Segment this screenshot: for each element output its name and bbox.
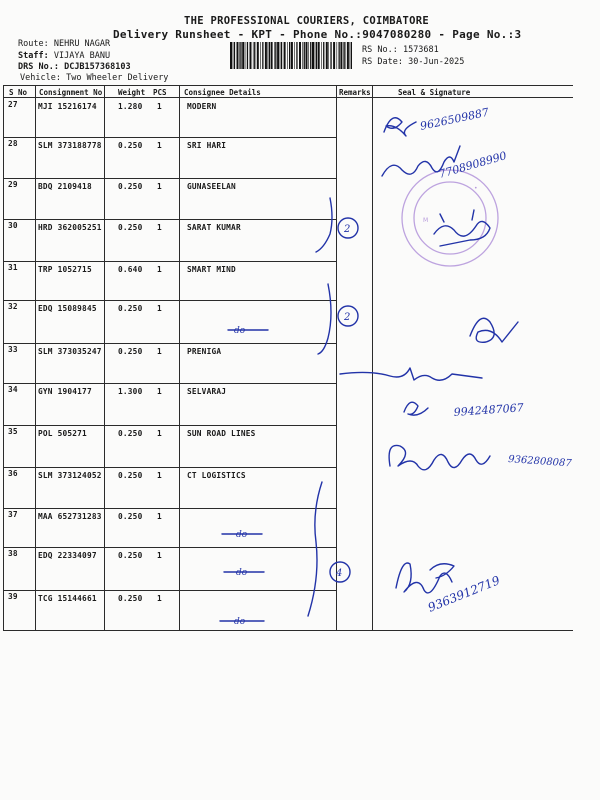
rs-no-label: RS No.:	[362, 45, 398, 55]
cell-consignee: GUNASEELAN	[187, 182, 236, 191]
cell-consignee: SARAT KUMAR	[187, 223, 241, 232]
cell-consignment-no: POL 505271	[38, 429, 87, 438]
cell-consignment-no: BDQ 2109418	[38, 182, 92, 191]
route-value: NEHRU NAGAR	[53, 39, 111, 49]
col-header-pcs: PCS	[153, 88, 167, 97]
cell-weight: 0.250	[118, 471, 143, 480]
col-header-consignee: Consignee Details	[184, 88, 261, 97]
cell-weight: 0.250	[118, 304, 143, 313]
cell-consignment-no: SLM 373124052	[38, 471, 102, 480]
cell-sno: 30	[8, 221, 18, 230]
cell-pcs: 1	[157, 551, 162, 560]
cell-consignee: SRI HARI	[187, 141, 227, 150]
cell-consignment-no: EDQ 22334097	[38, 551, 97, 560]
cell-weight: 0.250	[118, 429, 143, 438]
signature-row-38	[396, 563, 502, 615]
cell-consignment-no: SLM 373035247	[38, 347, 102, 356]
drs-value: DCJB157368103	[64, 62, 131, 72]
cell-pcs: 1	[157, 102, 162, 111]
remarks-bracket-3	[220, 482, 350, 627]
rs-date-label: RS Date:	[362, 57, 403, 67]
cell-consignee: SMART MIND	[187, 265, 236, 274]
col-header-weight: Weight	[118, 88, 146, 97]
cell-weight: 0.250	[118, 551, 143, 560]
cell-pcs: 1	[157, 265, 162, 274]
rs-date-value: 30-Jun-2025	[408, 57, 465, 67]
cell-weight: 1.300	[118, 387, 143, 396]
ditto-37: do	[236, 530, 248, 540]
cell-consignment-no: MAA 652731283	[38, 512, 102, 521]
remark-group-2: 2	[344, 312, 351, 323]
vehicle-label: Vehicle:	[20, 73, 61, 83]
cell-sno: 27	[8, 100, 18, 109]
signature-row-27	[384, 106, 490, 136]
cell-sno: 31	[8, 263, 18, 272]
cell-consignee: PRENIGA	[187, 347, 222, 356]
cell-weight: 1.280	[118, 102, 143, 111]
cell-consignee: MODERN	[187, 102, 217, 111]
cell-sno: 36	[8, 469, 18, 478]
cell-pcs: 1	[157, 594, 162, 603]
cell-pcs: 1	[157, 512, 162, 521]
cell-consignee: SUN ROAD LINES	[187, 429, 256, 438]
cell-weight: 0.640	[118, 265, 143, 274]
cell-pcs: 1	[157, 182, 162, 191]
courier-stamp	[402, 170, 498, 266]
cell-sno: 38	[8, 549, 18, 558]
cell-consignment-no: GYN 1904177	[38, 387, 92, 396]
ditto-32: do	[234, 326, 246, 336]
cell-consignment-no: SLM 373188778	[38, 141, 102, 150]
vehicle-value: Two Wheeler Delivery	[66, 73, 169, 83]
cell-weight: 0.250	[118, 182, 143, 191]
cell-pcs: 1	[157, 304, 162, 313]
phone-38: 9363912719	[425, 573, 502, 615]
ditto-38: do	[236, 568, 248, 578]
signature-row-34	[404, 401, 524, 419]
remark-group-3: 4	[336, 568, 343, 579]
company-title: THE PROFESSIONAL COURIERS, COIMBATORE	[184, 15, 429, 27]
cell-sno: 37	[8, 510, 18, 519]
cell-consignment-no: HRD 362005251	[38, 223, 102, 232]
phone-34: 9942487067	[453, 401, 525, 419]
cell-pcs: 1	[157, 429, 162, 438]
cell-sno: 29	[8, 180, 18, 189]
cell-weight: 0.250	[118, 141, 143, 150]
cell-sno: 34	[8, 385, 18, 394]
remarks-bracket-1	[316, 198, 358, 252]
drs-label: DRS No.:	[18, 62, 59, 72]
rs-no-value: 1573681	[402, 45, 439, 55]
cell-consignment-no: EDQ 15089845	[38, 304, 97, 313]
cell-consignment-no: TCG 15144661	[38, 594, 97, 603]
cell-pcs: 1	[157, 387, 162, 396]
cell-sno: 39	[8, 592, 18, 601]
cell-weight: 0.250	[118, 594, 143, 603]
route-label: Route:	[18, 39, 49, 49]
cell-weight: 0.250	[118, 223, 143, 232]
cell-weight: 0.250	[118, 512, 143, 521]
col-header-seal-signature: Seal & Signature	[398, 88, 471, 97]
cell-consignment-no: MJI 15216174	[38, 102, 97, 111]
cell-pcs: 1	[157, 223, 162, 232]
signature-row-32	[470, 318, 518, 342]
cell-sno: 33	[8, 345, 18, 354]
remarks-bracket-2	[228, 284, 358, 354]
signature-row-28	[382, 146, 508, 181]
cell-consignee: SELVARAJ	[187, 387, 227, 396]
svg-text:M: M	[423, 217, 429, 224]
col-header-consignment: Consignment No	[39, 88, 103, 97]
staff-value: VIJAYA BANU	[53, 51, 111, 61]
cell-weight: 0.250	[118, 347, 143, 356]
cell-pcs: 1	[157, 347, 162, 356]
cell-sno: 32	[8, 302, 18, 311]
cell-consignee: CT LOGISTICS	[187, 471, 246, 480]
cell-pcs: 1	[157, 471, 162, 480]
cell-sno: 35	[8, 427, 18, 436]
runsheet-subtitle: Delivery Runsheet - KPT - Phone No.:9047080280 - Page No.:3	[113, 28, 522, 41]
cell-sno: 28	[8, 139, 18, 148]
col-header-sno: S No	[9, 88, 28, 97]
svg-text:•: •	[474, 185, 478, 192]
cell-consignment-no: TRP 1052715	[38, 265, 92, 274]
signature-row-33	[340, 368, 482, 380]
ditto-39: do	[234, 617, 246, 627]
cell-pcs: 1	[157, 141, 162, 150]
phone-35: 9362808087	[507, 454, 573, 470]
signature-row-35	[389, 445, 573, 469]
staff-label: Staff:	[18, 51, 49, 61]
col-header-remarks: Remarks	[339, 88, 371, 97]
phone-29: 7708908990	[437, 149, 509, 181]
phone-28: 9626509887	[418, 105, 491, 133]
signature-row-30	[434, 210, 490, 246]
remark-group-1: 2	[344, 224, 351, 235]
